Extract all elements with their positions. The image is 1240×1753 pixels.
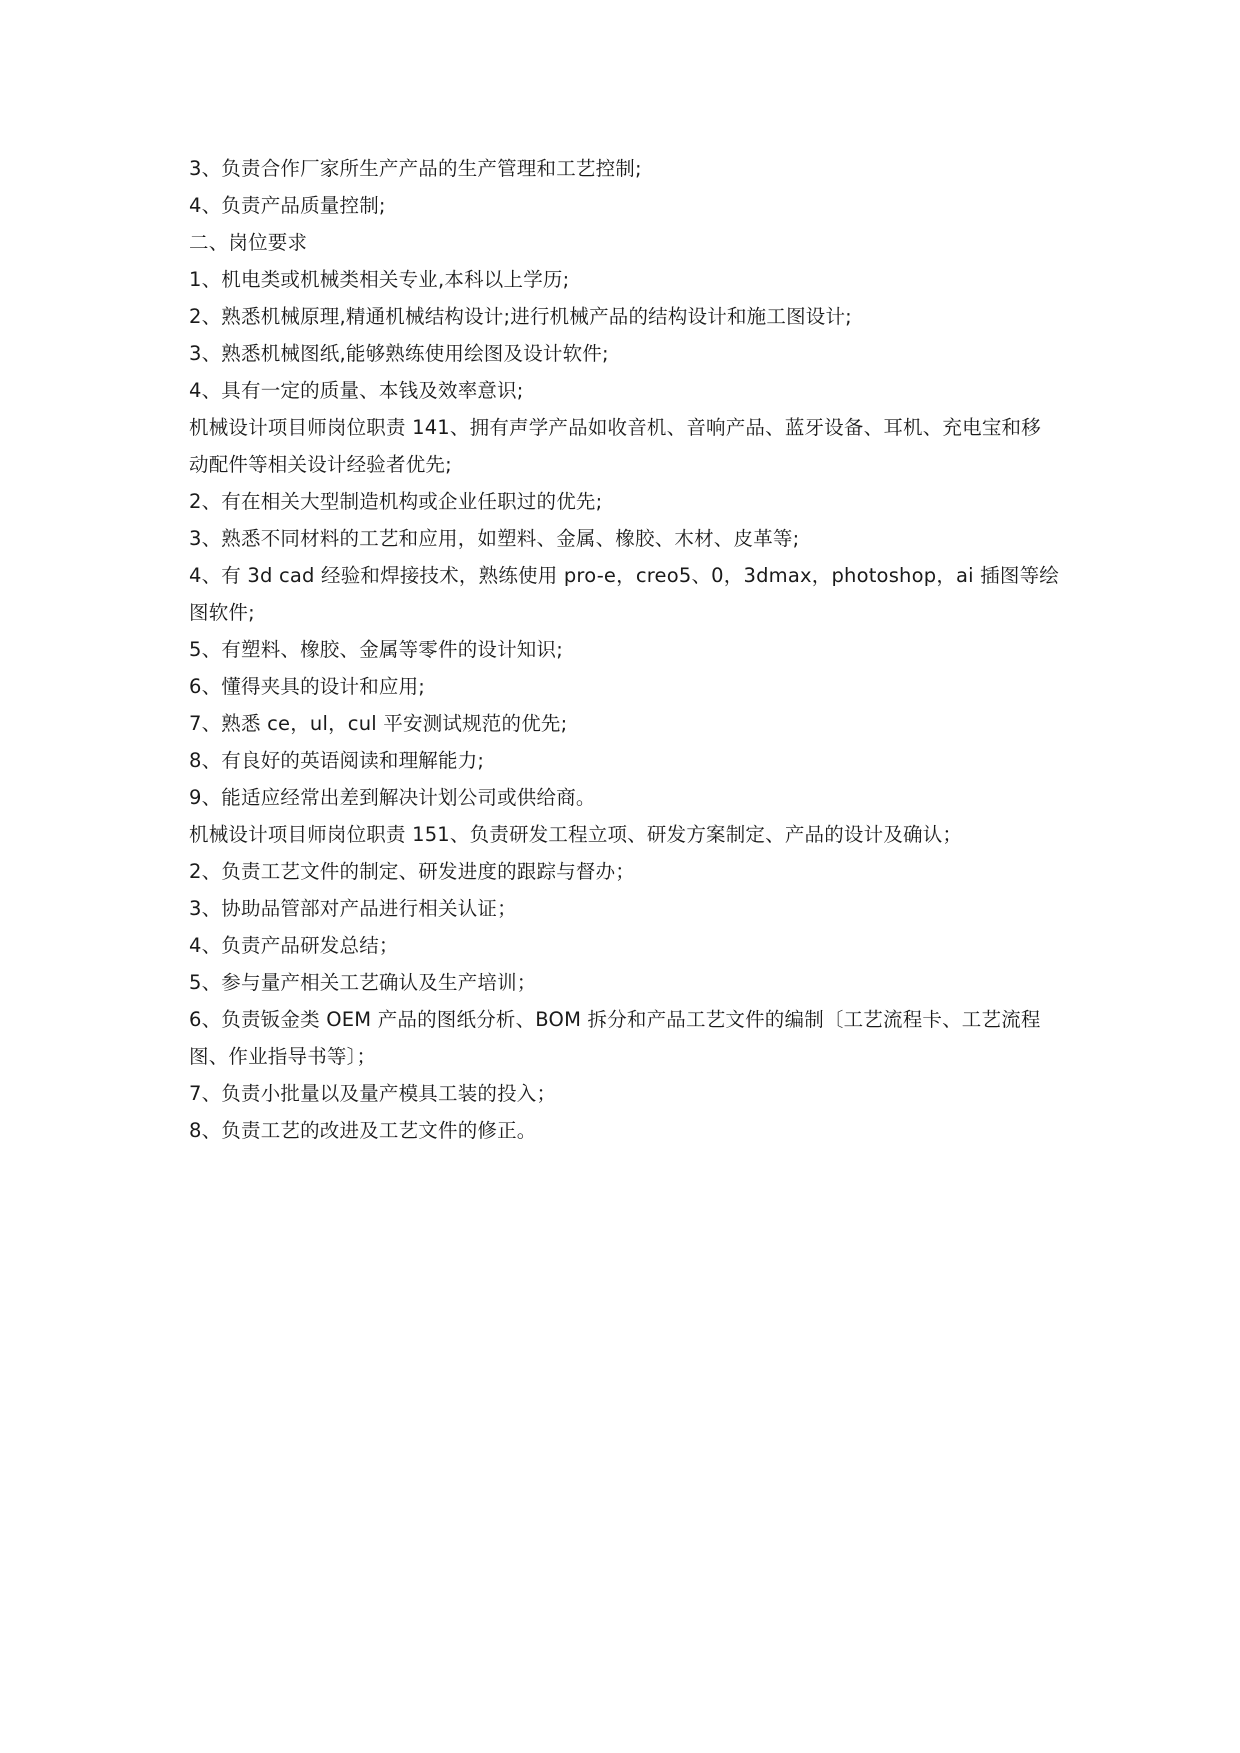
paragraph: 4、有 3d cad 经验和焊接技术，熟练使用 pro-e，creo5、0，3dmax，photoshop，ai 插图等绘图软件; [189, 564, 1059, 624]
paragraph: 3、协助品管部对产品进行相关认证； [189, 897, 517, 920]
paragraph: 7、熟悉 ce，ul，cul 平安测试规范的优先; [189, 712, 568, 735]
paragraph: 6、负责钣金类 OEM 产品的图纸分析、BOM 拆分和产品工艺文件的编制〔工艺流程卡、工艺流程图、作业指导书等〕； [189, 1008, 1041, 1068]
paragraph: 1、机电类或机械类相关专业,本科以上学历; [189, 268, 570, 291]
paragraph: 3、熟悉机械图纸,能够熟练使用绘图及设计软件; [189, 342, 609, 365]
paragraph: 7、负责小批量以及量产模具工装的投入； [189, 1082, 557, 1105]
paragraph: 9、能适应经常出差到解决计划公司或供给商。 [189, 786, 596, 809]
paragraph: 8、有良好的英语阅读和理解能力; [189, 749, 485, 772]
paragraph: 6、懂得夹具的设计和应用; [189, 675, 426, 698]
paragraph: 2、负责工艺文件的制定、研发进度的跟踪与督办； [189, 860, 636, 883]
paragraph: 3、熟悉不同材料的工艺和应用，如塑料、金属、橡胶、木材、皮革等; [189, 527, 800, 550]
paragraph: 4、具有一定的质量、本钱及效率意识; [189, 379, 524, 402]
paragraph: 4、负责产品质量控制; [189, 194, 386, 217]
paragraph: 8、负责工艺的改进及工艺文件的修正。 [189, 1119, 537, 1142]
paragraph: 5、参与量产相关工艺确认及生产培训； [189, 971, 537, 994]
paragraph: 4、负责产品研发总结； [189, 934, 399, 957]
document-body [189, 150, 1059, 1149]
paragraph: 机械设计项目师岗位职责 141、拥有声学产品如收音机、音响产品、蓝牙设备、耳机、充电宝和移动配件等相关设计经验者优先; [189, 416, 1041, 476]
paragraph: 机械设计项目师岗位职责 151、负责研发工程立项、研发方案制定、产品的设计及确认； [189, 823, 963, 846]
section-heading: 二、岗位要求 [189, 231, 308, 254]
paragraph: 2、熟悉机械原理,精通机械结构设计;进行机械产品的结构设计和施工图设计; [189, 305, 852, 328]
paragraph: 3、负责合作厂家所生产产品的生产管理和工艺控制; [189, 157, 642, 180]
paragraph: 2、有在相关大型制造机构或企业任职过的优先; [189, 490, 603, 513]
paragraph: 5、有塑料、橡胶、金属等零件的设计知识; [189, 638, 563, 661]
